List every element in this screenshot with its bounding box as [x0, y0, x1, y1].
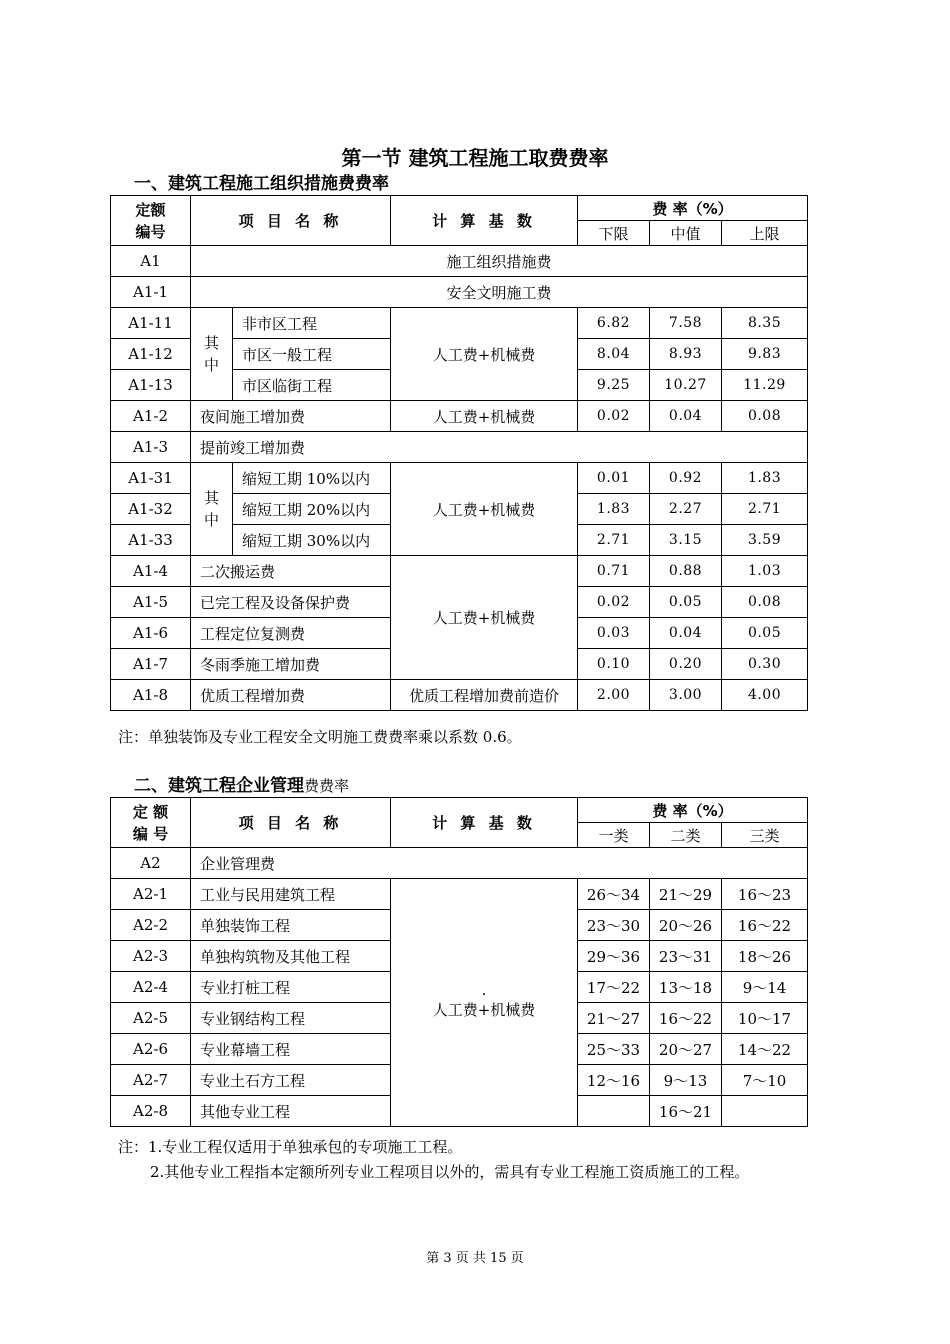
rate-low: 8.04: [578, 339, 650, 370]
row-base: 人工费+机械费: [391, 308, 578, 401]
row-code: A1-4: [111, 556, 191, 587]
row-code: A2-5: [111, 1003, 191, 1034]
rate-high: 3.59: [722, 525, 808, 556]
row-name: 安全文明施工费: [191, 277, 808, 308]
row-name: 冬雨季施工增加费: [191, 649, 391, 680]
table-row: [111, 680, 808, 711]
table-row: [111, 879, 808, 910]
rate-mid: 2.27: [650, 494, 722, 525]
rate-class-1: 21～27: [578, 1003, 650, 1034]
header-name: 项 目 名 称: [191, 798, 391, 848]
rate-class-1: 29～36: [578, 941, 650, 972]
row-code: A2-7: [111, 1065, 191, 1096]
section2-title: 二、建筑工程企业管理费费率: [134, 776, 350, 796]
row-code: A2-1: [111, 879, 191, 910]
table-row: [111, 246, 808, 277]
rate-mid: 0.20: [650, 649, 722, 680]
header-name: 项 目 名 称: [191, 196, 391, 246]
header-rate: 费 率（%）: [578, 798, 808, 823]
row-name: 缩短工期 30%以内: [233, 525, 391, 556]
header-high: 上限: [722, 221, 808, 246]
row-name: 工业与民用建筑工程: [191, 879, 391, 910]
table-row: [111, 308, 808, 339]
rate-class-2: 20～26: [650, 910, 722, 941]
row-code: A1-32: [111, 494, 191, 525]
header-class-1: 一类: [578, 823, 650, 848]
row-name: 专业钢结构工程: [191, 1003, 391, 1034]
row-code: A2-8: [111, 1096, 191, 1127]
rate-class-3: 18～26: [722, 941, 808, 972]
header-code: 定额 编号: [111, 196, 191, 246]
table-row: [111, 277, 808, 308]
rate-low: 0.01: [578, 463, 650, 494]
row-code: A1-5: [111, 587, 191, 618]
row-code: A1-7: [111, 649, 191, 680]
management-fee-table: [110, 797, 808, 1127]
header-base: 计 算 基 数: [391, 798, 578, 848]
rate-class-2: 16～21: [650, 1096, 722, 1127]
rate-class-1: 12～16: [578, 1065, 650, 1096]
rate-high: 1.83: [722, 463, 808, 494]
rate-low: 0.02: [578, 401, 650, 432]
row-name: 已完工程及设备保护费: [191, 587, 391, 618]
row-name: 单独构筑物及其他工程: [191, 941, 391, 972]
rate-low: 6.82: [578, 308, 650, 339]
row-code: A2-6: [111, 1034, 191, 1065]
rate-mid: 0.88: [650, 556, 722, 587]
rate-high: 0.08: [722, 401, 808, 432]
row-code: A2-3: [111, 941, 191, 972]
section2-note-2: 2.其他专业工程指本定额所列专业工程项目以外的，需具有专业工程施工资质施工的工程。: [150, 1163, 750, 1181]
header-class-2: 二类: [650, 823, 722, 848]
rate-low: 9.25: [578, 370, 650, 401]
table-header-row: [111, 196, 808, 221]
measures-fee-table: [110, 195, 808, 711]
row-base: 人工费+机械费: [391, 401, 578, 432]
section1-note: 注：单独装饰及专业工程安全文明施工费费率乘以系数 0.6。: [118, 728, 522, 746]
rate-low: 0.10: [578, 649, 650, 680]
row-name: 工程定位复测费: [191, 618, 391, 649]
row-name: 其他专业工程: [191, 1096, 391, 1127]
section2-note-1: 注：1.专业工程仅适用于单独承包的专项施工工程。: [118, 1138, 463, 1156]
rate-class-2: 23～31: [650, 941, 722, 972]
row-base: . 人工费+机械费: [391, 879, 578, 1127]
table-row: [111, 463, 808, 494]
rate-mid: 0.04: [650, 618, 722, 649]
rate-low: 2.00: [578, 680, 650, 711]
rate-mid: 7.58: [650, 308, 722, 339]
rate-mid: 0.04: [650, 401, 722, 432]
section1-title: 一、建筑工程施工组织措施费费率: [134, 174, 389, 194]
rate-high: 1.03: [722, 556, 808, 587]
row-code: A1: [111, 246, 191, 277]
row-name: 缩短工期 20%以内: [233, 494, 391, 525]
row-base: 优质工程增加费前造价: [391, 680, 578, 711]
row-code: A1-2: [111, 401, 191, 432]
rate-class-1: [578, 1096, 650, 1127]
row-name: 单独装饰工程: [191, 910, 391, 941]
rate-high: 8.35: [722, 308, 808, 339]
row-code: A1-13: [111, 370, 191, 401]
row-name: 非市区工程: [233, 308, 391, 339]
rate-class-2: 21～29: [650, 879, 722, 910]
rate-class-3: [722, 1096, 808, 1127]
rate-class-3: 10～17: [722, 1003, 808, 1034]
rate-class-2: 20～27: [650, 1034, 722, 1065]
rate-class-1: 17～22: [578, 972, 650, 1003]
rate-high: 0.05: [722, 618, 808, 649]
rate-class-2: 16～22: [650, 1003, 722, 1034]
rate-mid: 8.93: [650, 339, 722, 370]
row-code: A1-8: [111, 680, 191, 711]
row-code: A2: [111, 848, 191, 879]
row-name: 企业管理费: [191, 848, 808, 879]
rate-class-3: 9～14: [722, 972, 808, 1003]
row-name: 缩短工期 10%以内: [233, 463, 391, 494]
rate-mid: 3.15: [650, 525, 722, 556]
rate-high: 2.71: [722, 494, 808, 525]
rate-low: 2.71: [578, 525, 650, 556]
row-code: A1-11: [111, 308, 191, 339]
header-low: 下限: [578, 221, 650, 246]
row-name: 专业幕墙工程: [191, 1034, 391, 1065]
row-code: A2-2: [111, 910, 191, 941]
row-code: A1-6: [111, 618, 191, 649]
rate-class-3: 16～22: [722, 910, 808, 941]
row-code: A2-4: [111, 972, 191, 1003]
rate-high: 9.83: [722, 339, 808, 370]
row-base: 人工费+机械费: [391, 463, 578, 556]
row-name: 市区一般工程: [233, 339, 391, 370]
row-name: 市区临街工程: [233, 370, 391, 401]
header-class-3: 三类: [722, 823, 808, 848]
rate-low: 0.03: [578, 618, 650, 649]
table-row: [111, 848, 808, 879]
row-name: 二次搬运费: [191, 556, 391, 587]
rate-mid: 10.27: [650, 370, 722, 401]
table-row: [111, 432, 808, 463]
row-name: 优质工程增加费: [191, 680, 391, 711]
rate-class-2: 9～13: [650, 1065, 722, 1096]
rate-class-3: 16～23: [722, 879, 808, 910]
row-name: 专业打桩工程: [191, 972, 391, 1003]
header-code: 定 额 编 号: [111, 798, 191, 848]
rate-mid: 3.00: [650, 680, 722, 711]
row-code: A1-12: [111, 339, 191, 370]
row-code: A1-33: [111, 525, 191, 556]
group-label: 其 中: [191, 463, 233, 556]
rate-mid: 0.92: [650, 463, 722, 494]
rate-high: 4.00: [722, 680, 808, 711]
rate-mid: 0.05: [650, 587, 722, 618]
row-base: 人工费+机械费: [391, 556, 578, 680]
page-title: 第一节 建筑工程施工取费费率: [341, 146, 609, 170]
rate-class-3: 7～10: [722, 1065, 808, 1096]
rate-class-1: 23～30: [578, 910, 650, 941]
row-name: 提前竣工增加费: [191, 432, 808, 463]
header-base: 计 算 基 数: [391, 196, 578, 246]
row-code: A1-1: [111, 277, 191, 308]
rate-high: 11.29: [722, 370, 808, 401]
row-code: A1-3: [111, 432, 191, 463]
rate-class-1: 25～33: [578, 1034, 650, 1065]
rate-high: 0.30: [722, 649, 808, 680]
rate-class-2: 13～18: [650, 972, 722, 1003]
rate-low: 0.02: [578, 587, 650, 618]
header-rate: 费 率（%）: [578, 196, 808, 221]
page-footer: 第 3 页 共 15 页: [426, 1251, 524, 1266]
group-label: 其 中: [191, 308, 233, 401]
table-row: [111, 556, 808, 587]
row-name: 夜间施工增加费: [191, 401, 391, 432]
rate-high: 0.08: [722, 587, 808, 618]
row-code: A1-31: [111, 463, 191, 494]
rate-class-1: 26～34: [578, 879, 650, 910]
row-name: 专业土石方工程: [191, 1065, 391, 1096]
table-row: [111, 401, 808, 432]
rate-class-3: 14～22: [722, 1034, 808, 1065]
header-mid: 中值: [650, 221, 722, 246]
row-name: 施工组织措施费: [191, 246, 808, 277]
rate-low: 0.71: [578, 556, 650, 587]
rate-low: 1.83: [578, 494, 650, 525]
table-header-row: [111, 798, 808, 823]
